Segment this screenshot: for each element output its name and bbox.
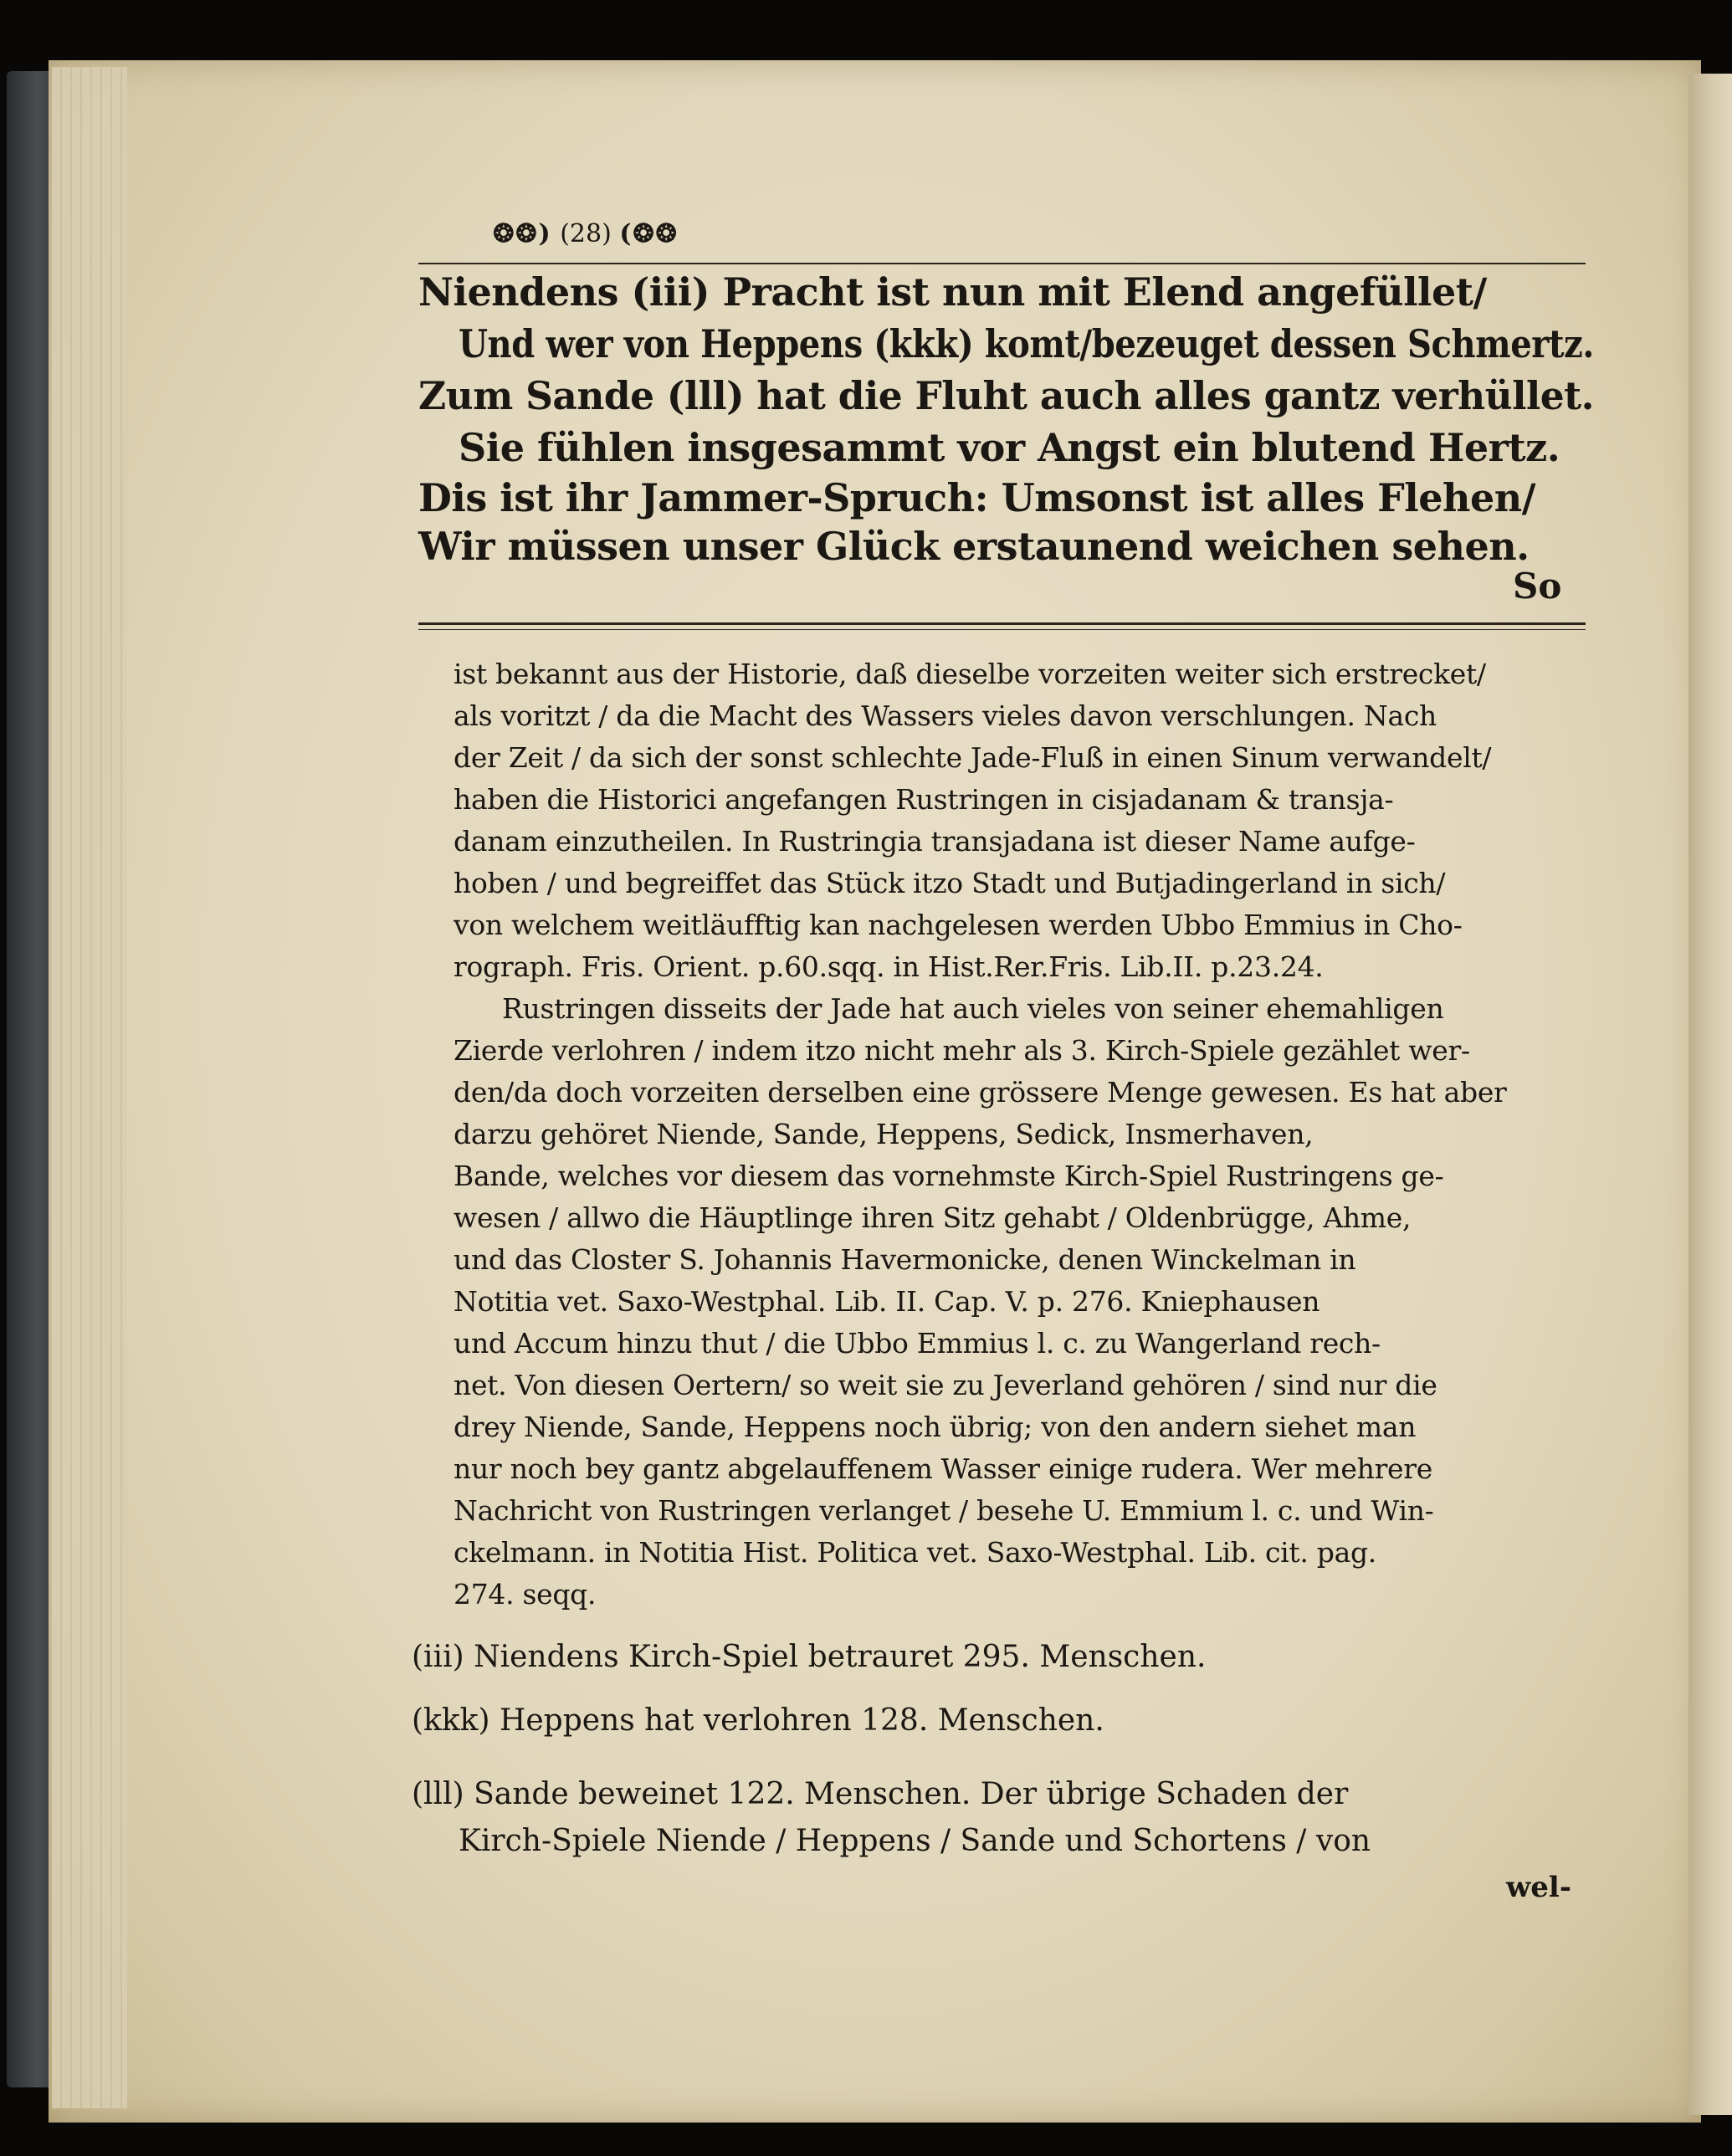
catchword-bottom: wel- [1506, 1871, 1571, 1904]
footnote-lll-continued: Kirch-Spiele Niende / Heppens / Sande und Schortens / von [459, 1824, 1371, 1858]
prose-line: drey Niende, Sande, Heppens noch übrig; von den andern siehet man [453, 1411, 1417, 1443]
prose-line: Rustringen disseits der Jade hat auch vieles von seiner ehemahligen [502, 992, 1444, 1025]
footnote-iii: (iii) Niendens Kirch-Spiel betrauret 295. Menschen. [412, 1640, 1207, 1674]
prose-line: und das Closter S. Johannis Havermonicke, denen Winckelman in [453, 1243, 1356, 1276]
prose-line: Bande, welches vor diesem das vornehmste Kirch-Spiel Rustringens ge- [453, 1160, 1444, 1192]
page-number: (28) [560, 219, 612, 248]
prose-line: wesen / allwo die Häuptlinge ihren Sitz gehabt / Oldenbrügge, Ahme, [453, 1201, 1412, 1234]
prose-line: Notitia vet. Saxo-Westphal. Lib. II. Cap. V. p. 276. Kniephausen [453, 1285, 1320, 1318]
prose-line: danam einzutheilen. In Rustringia transjadana ist dieser Name aufge- [453, 825, 1416, 858]
poem-line: Zum Sande (lll) hat die Fluht auch alles gantz verhüllet. [418, 373, 1594, 418]
prose-line: rograph. Fris. Orient. p.60.sqq. in Hist.Rer.Fris. Lib.II. p.23.24. [453, 950, 1324, 983]
prose-line: darzu gehöret Niende, Sande, Heppens, Sedick, Insmerhaven, [453, 1118, 1314, 1150]
section-rule-thick [418, 622, 1586, 625]
section-rule-thin [418, 629, 1586, 630]
page-header [418, 219, 753, 248]
header-rule [418, 263, 1586, 264]
prose-line: haben die Historici angefangen Rustringen in cisjadanam & transja- [453, 783, 1394, 816]
prose-line: als voritzt / da die Macht des Wassers vieles davon verschlungen. Nach [453, 699, 1437, 732]
facing-page-edge [1688, 74, 1732, 2115]
header-ornament-right: (❂❂ [619, 219, 679, 248]
poem-line: Sie fühlen insgesammt vor Angst ein blutend Hertz. [459, 425, 1560, 470]
prose-line: Nachricht von Rustringen verlanget / besehe U. Emmium l. c. und Win- [453, 1494, 1434, 1527]
catchword-top: So [1513, 566, 1562, 607]
prose-line: von welchem weitläufftig kan nachgelesen werden Ubbo Emmius in Cho- [453, 909, 1463, 941]
poem-line: Dis ist ihr Jammer-Spruch: Umsonst ist alles Flehen/ [418, 475, 1535, 520]
prose-line: ckelmann. in Notitia Hist. Politica vet. Saxo-Westphal. Lib. cit. pag. [453, 1536, 1376, 1569]
poem-line: Niendens (iii) Pracht ist nun mit Elend angefüllet/ [418, 269, 1487, 315]
prose-line: ist bekannt aus der Historie, daß dieselbe vorzeiten weiter sich erstrecket/ [453, 658, 1486, 690]
prose-line: 274. seqq. [453, 1578, 597, 1611]
prose-line: net. Von diesen Oertern/ so weit sie zu Jeverland gehören / sind nur die [453, 1369, 1437, 1401]
prose-line: der Zeit / da sich der sonst schlechte Jade-Fluß in einen Sinum verwandelt/ [453, 741, 1492, 774]
prose-line: nur noch bey gantz abgelauffenem Wasser einige rudera. Wer mehrere [453, 1452, 1432, 1485]
poem-line: Wir müssen unser Glück erstaunend weichen sehen. [418, 524, 1530, 569]
page-stack-edges [52, 67, 127, 2108]
header-ornament-left: ❂❂) [493, 219, 552, 248]
footnote-lll: (lll) Sande beweinet 122. Menschen. Der übrige Schaden der [412, 1777, 1349, 1811]
prose-line: Zierde verlohren / indem itzo nicht mehr als 3. Kirch-Spiele gezählet wer- [453, 1034, 1470, 1067]
footnote-kkk: (kkk) Heppens hat verlohren 128. Menschen. [412, 1703, 1104, 1738]
prose-line: hoben / und begreiffet das Stück itzo Stadt und Butjadingerland in sich/ [453, 867, 1446, 899]
prose-line: und Accum hinzu thut / die Ubbo Emmius l. c. zu Wangerland rech- [453, 1327, 1381, 1360]
prose-line: den/da doch vorzeiten derselben eine grössere Menge gewesen. Es hat aber [453, 1076, 1507, 1109]
poem-line: Und wer von Heppens (kkk) komt/bezeuget dessen Schmertz. [459, 321, 1594, 366]
